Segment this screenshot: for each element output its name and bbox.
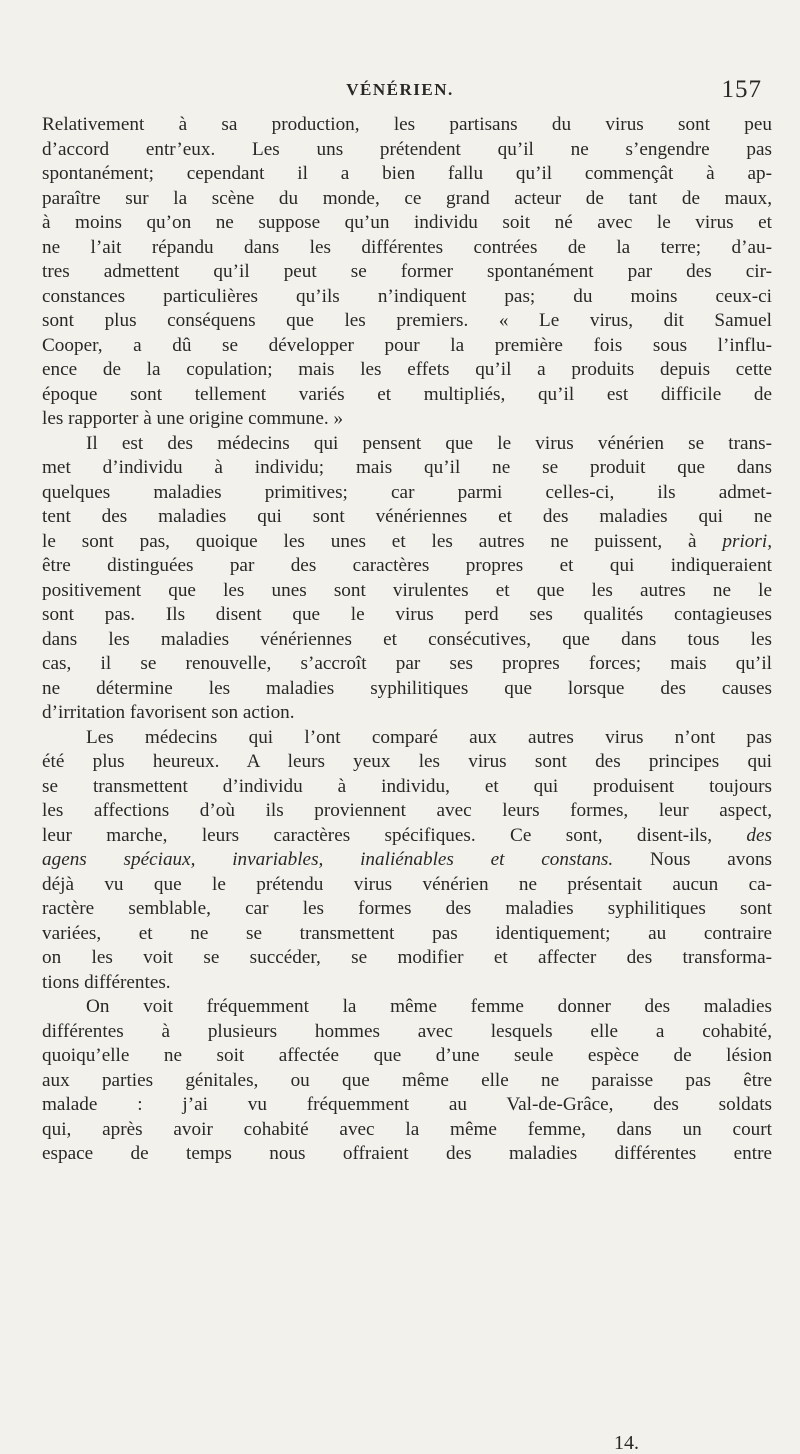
text-line: quoiqu’elle ne soit affectée que d’une seule espèce de lésion — [42, 1045, 772, 1066]
text-line: à moins qu’on ne suppose qu’un individu soit né avec le virus et — [42, 212, 772, 233]
text-line: aux parties génitales, ou que même elle ne paraisse pas être — [42, 1069, 772, 1091]
text-segment: Nous avons — [649, 849, 773, 870]
text-line: Relativement à sa production, les partisans du virus sont peu — [42, 114, 772, 135]
text-line: dans les maladies vénériennes et consécutives, que dans tous les — [42, 628, 772, 650]
text-line: constances particulières qu’ils n’indiquent pas; du moins ceux-ci — [42, 285, 772, 307]
text-line — [42, 824, 772, 849]
text-line: tres admettent qu’il peut se former spontanément par des cir- — [42, 261, 772, 282]
text-line: cas, il se renouvelle, s’accroît par ses propres forces; mais qu’il — [42, 653, 772, 674]
text-segment: leur marche, leurs caractères spécifiques. Ce sont, disent-ils, — [42, 824, 713, 846]
text-line: différentes à plusieurs hommes avec lesquels elle a cohabité, — [42, 1020, 772, 1042]
text-line: déjà vu que le prétendu virus vénérien ne présentait aucun ca- — [42, 873, 772, 895]
text-line: d’irritation favorisent son action. — [42, 702, 295, 723]
text-line: sont pas. Ils disent que le virus perd ses qualités contagieuses — [42, 604, 772, 625]
text-line: met d’individu à individu; mais qu’il ne se produit que dans — [42, 457, 772, 478]
text-line: se transmettent d’individu à individu, et qui produisent toujours — [42, 775, 772, 797]
text-line: tions différentes. — [42, 971, 171, 993]
italic-phrase: agens spéciaux, invariables, inaliénables et constans. — [42, 849, 614, 870]
text-line: d’accord entr’eux. Les uns prétendent qu’il ne s’engendre pas — [42, 138, 772, 160]
text-line: malade : j’ai vu fréquemment au Val-de-Grâce, des soldats — [42, 1094, 772, 1115]
text-line: On voit fréquemment la même femme donner des maladies — [86, 996, 772, 1017]
running-head — [0, 76, 800, 106]
text-line: sont plus conséquens que les premiers. « Le virus, dit Samuel — [42, 310, 772, 331]
text-line — [42, 848, 772, 873]
page-number: 157 — [721, 76, 762, 103]
text-line: on les voit se succéder, se modifier et affecter des transforma- — [42, 947, 772, 968]
running-title: VÉNÉRIEN. — [346, 80, 454, 99]
italic-phrase: des — [746, 824, 772, 846]
signature-mark: 14. — [614, 1432, 639, 1454]
text-line: été plus heureux. A leurs yeux les virus sont des principes qui — [42, 751, 772, 772]
text-line: quelques maladies primitives; car parmi celles-ci, ils admet- — [42, 481, 772, 503]
text-line: Cooper, a dû se développer pour la première fois sous l’influ- — [42, 334, 772, 356]
text-line: époque sont tellement variés et multipliés, qu’il est difficile de — [42, 383, 772, 405]
text-line: Il est des médecins qui pensent que le virus vénérien se trans- — [86, 432, 772, 454]
text-line: les affections d’où ils proviennent avec leurs formes, leur aspect, — [42, 800, 772, 821]
italic-phrase: priori, — [722, 530, 772, 552]
text-line: variées, et ne se transmettent pas identiquement; au contraire — [42, 922, 772, 944]
text-segment: le sont pas, quoique les unes et les autres ne puissent, à — [42, 530, 697, 552]
text-line — [42, 530, 772, 555]
text-line: ence de la copulation; mais les effets qu’il a produits depuis cette — [42, 359, 772, 380]
body-text — [42, 113, 772, 1167]
text-line: ractère semblable, car les formes des maladies syphilitiques sont — [42, 898, 772, 919]
text-line: ne l’ait répandu dans les différentes contrées de la terre; d’au- — [42, 236, 772, 258]
text-line: paraître sur la scène du monde, ce grand acteur de tant de maux, — [42, 187, 772, 209]
text-line: tent des maladies qui sont vénériennes et des maladies qui ne — [42, 506, 772, 527]
text-line: positivement que les unes sont virulentes et que les autres ne le — [42, 579, 772, 601]
text-line: qui, après avoir cohabité avec la même femme, dans un court — [42, 1118, 772, 1140]
text-line: espace de temps nous offraient des maladies différentes entre — [42, 1143, 772, 1164]
text-line: ne détermine les maladies syphilitiques que lorsque des causes — [42, 677, 772, 699]
text-line: Les médecins qui l’ont comparé aux autres virus n’ont pas — [86, 726, 772, 748]
text-line: spontanément; cependant il a bien fallu qu’il commençât à ap- — [42, 163, 772, 184]
text-line: être distinguées par des caractères propres et qui indiqueraient — [42, 555, 772, 576]
text-line: les rapporter à une origine commune. » — [42, 408, 344, 429]
